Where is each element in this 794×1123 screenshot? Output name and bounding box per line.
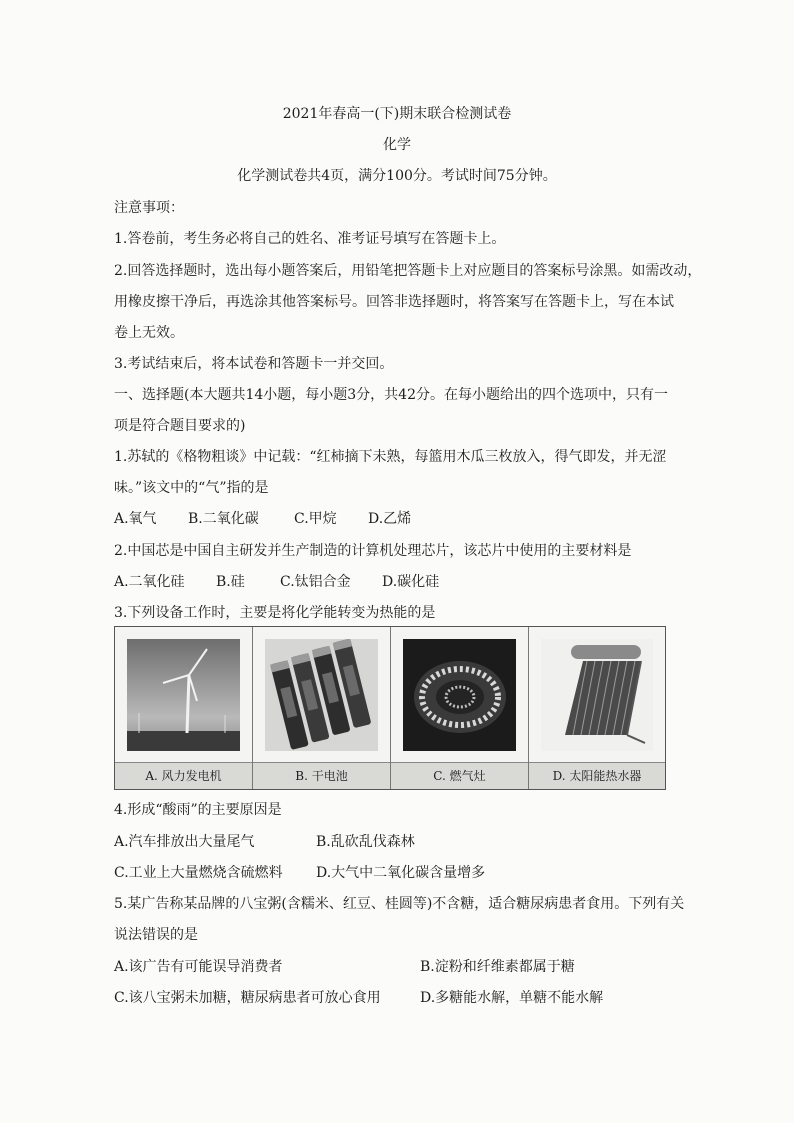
figure-cell-d [529, 627, 665, 789]
q4-option-c: C.工业上大量燃烧含硫燃料 [114, 865, 283, 881]
solar-water-heater-image [541, 639, 653, 751]
q5-line-1: 5.某广告称某品牌的八宝粥(含糯米、红豆、桂圆等)不含糖，适合糖尿病患者食用。下列有关 [114, 896, 685, 912]
figure-cell-a [115, 627, 253, 789]
q5-option-b: B.淀粉和纤维素都属于糖 [420, 959, 575, 975]
figure-cell-c [391, 627, 529, 789]
q2-option-b: B.硅 [216, 574, 245, 590]
q4-option-b: B.乱砍乱伐森林 [316, 834, 415, 850]
figure-caption-b: B. 干电池 [253, 762, 390, 789]
figure-caption-d: D. 太阳能热水器 [529, 762, 665, 789]
figure-cell-b [253, 627, 391, 789]
exam-title: 2021年春高一(下)期末联合检测试卷 [282, 106, 512, 122]
q4-option-a: A.汽车排放出大量尾气 [114, 834, 255, 850]
q1-option-c: C.甲烷 [294, 511, 337, 527]
section-1-line-1: 一、选择题(本大题共14小题，每小题3分，共42分。在每小题给出的四个选项中，只有一 [114, 387, 668, 403]
q3-figure-table [114, 626, 666, 790]
figure-caption-c: C. 燃气灶 [391, 762, 528, 789]
q1-option-d: D.乙烯 [368, 511, 412, 527]
exam-subject: 化学 [383, 137, 411, 153]
notice-item-2-line-3: 卷上无效。 [114, 325, 184, 341]
q4-option-d: D.大气中二氧化碳含量增多 [316, 865, 486, 881]
q5-option-a: A.该广告有可能误导消费者 [114, 959, 283, 975]
q5-option-c: C.该八宝粥未加糖，糖尿病患者可放心食用 [114, 990, 381, 1006]
wind-turbine-image [127, 639, 240, 751]
notice-item-3: 3.考试结束后，将本试卷和答题卡一并交回。 [114, 356, 394, 372]
notice-item-2-line-2: 用橡皮擦干净后，再选涂其他答案标号。回答非选择题时，将答案写在答题卡上，写在本试 [114, 294, 674, 310]
q2-line-1: 2.中国芯是中国自主研发并生产制造的计算机处理芯片，该芯片中使用的主要材料是 [114, 543, 632, 559]
q5-option-d: D.多糖能水解，单糖不能水解 [420, 990, 604, 1006]
q2-option-a: A.二氧化硅 [114, 574, 185, 590]
figure-caption-a: A. 风力发电机 [115, 762, 252, 789]
section-1-line-2: 项是符合题目要求的) [114, 418, 246, 434]
q2-option-d: D.碳化硅 [382, 574, 440, 590]
q3-line-1: 3.下列设备工作时，主要是将化学能转变为热能的是 [114, 605, 436, 621]
notice-item-2-line-1: 2.回答选择题时，选出每小题答案后，用铅笔把答题卡上对应题目的答案标号涂黑。如需改动， [114, 263, 702, 279]
q1-option-b: B.二氧化碳 [188, 511, 259, 527]
q1-line-2: 味。”该文中的“气”指的是 [114, 480, 269, 496]
q1-line-1: 1.苏轼的《格物粗谈》中记载：“红柿摘下未熟，每篮用木瓜三枚放入，得气即发，并无涩 [114, 449, 667, 465]
q4-line-1: 4.形成“酸雨”的主要原因是 [114, 802, 282, 818]
exam-info: 化学测试卷共4页，满分100分。考试时间75分钟。 [237, 168, 557, 184]
q2-option-c: C.钛铝合金 [280, 574, 351, 590]
gas-stove-image [403, 639, 516, 751]
notice-heading: 注意事项： [114, 200, 184, 216]
q1-option-a: A.氧气 [114, 511, 157, 527]
battery-image [265, 639, 378, 751]
q5-line-2: 说法错误的是 [114, 927, 198, 943]
notice-item-1: 1.答卷前，考生务必将自己的姓名、准考证号填写在答题卡上。 [114, 231, 506, 247]
